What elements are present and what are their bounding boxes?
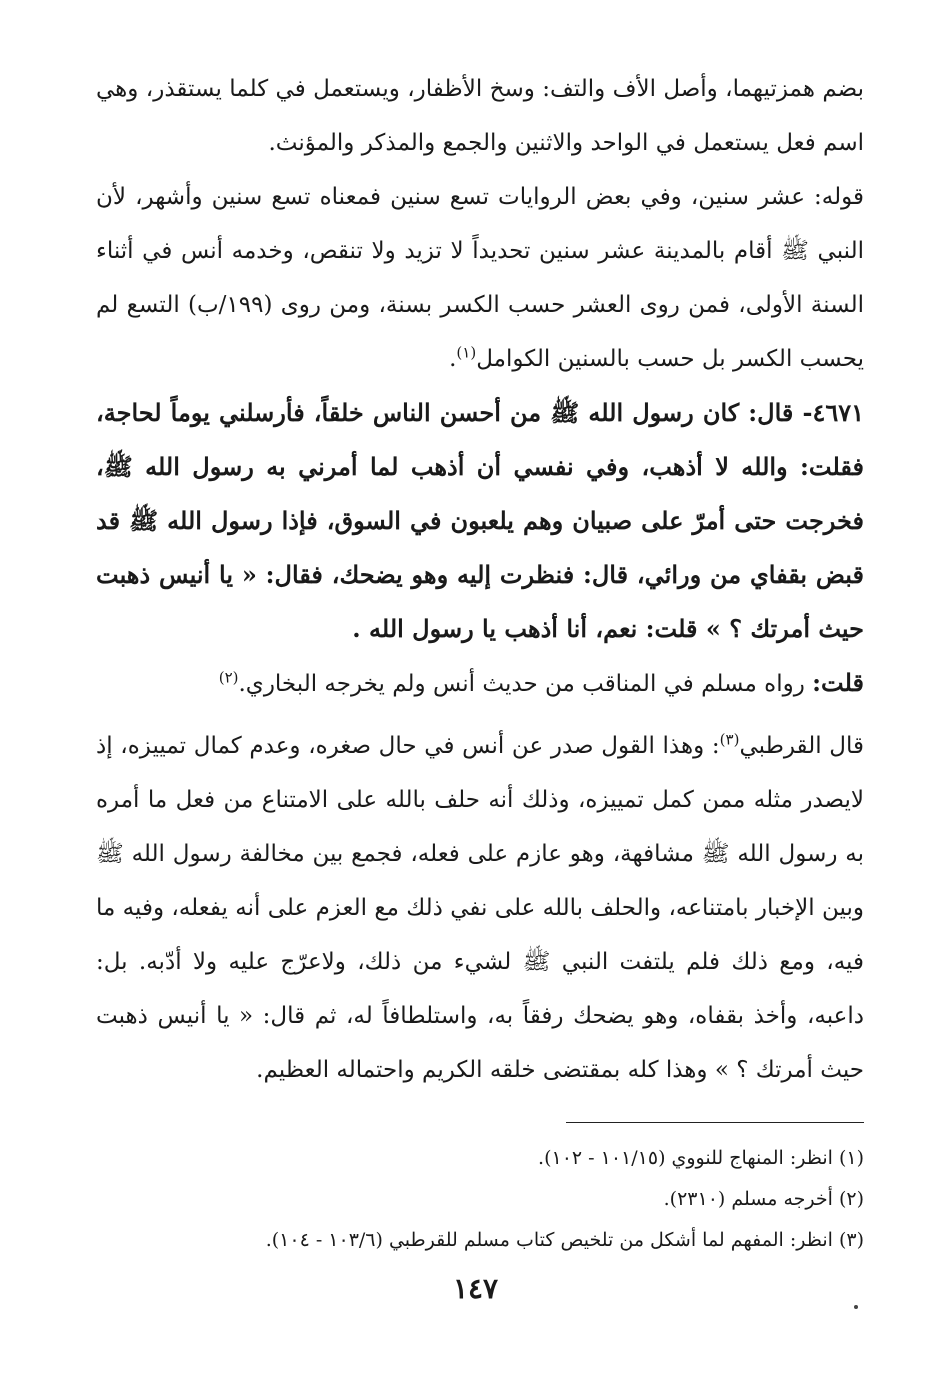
footnote-divider	[566, 1122, 864, 1123]
hadith-4671: ٤٦٧١- قال: كان رسول الله ﷺ من أحسن الناس خلقاً، فأرسلني يوماً لحاجة، فقلت: والله لا أذهب، وفي نفسي أن أذهب لما أمرني به رسول الله ﷺ، فخرجت حتى أمرّ على صبيان وهم يلعبون في السوق، فإذا رسول الله ﷺ قد قبض بقفاي من ورائي، قال: فنظرت إليه وهو يضحك، فقال: « يا أنيس ذهبت حيث أمرتك ؟ » قلت: نعم، أنا أذهب يا رسول الله .	[96, 398, 865, 643]
qurtubi-text: : وهذا القول صدر عن أنس في حال صغره، وعدم كمال تمييزه، إذ لايصدر مثله ممن كمل تمييزه، وذلك أنه حلف بالله على الامتناع من فعل ما أمره به رسول الله ﷺ مشافهة، وهو عازم على فعله، فجمع بين مخالفة رسول الله ﷺ وبين الإخبار بامتناعه، والحلف بالله على نفي ذلك مع العزم على أنه يفعله، وفيه ما فيه، ومع ذلك فلم يلتفت النبي ﷺ لشيء من ذلك، ولاعرّج عليه ولا أدّبه. بل: داعبه، وأخذ بقفاه، وهو يضحك رفقاً به، واستلطافاً له، ثم قال: « يا أنيس ذهبت حيث أمرتك ؟ » وهذا كله بمقتضى خلقه الكريم واحتماله العظيم.	[96, 733, 864, 1083]
qurtubi-start: قال القرطبي	[739, 733, 864, 759]
footnote-ref-1[interactable]: (١)	[456, 343, 477, 362]
footnotes	[96, 1138, 864, 1261]
paragraph-ten-years-text: قوله: عشر سنين، وفي بعض الروايات تسع سنين فمعناه تسع سنين وأشهر، لأن النبي ﷺ أقام بالمدينة عشر سنين تحديداً لا تزيد ولا تنقص، وخدمه أنس في أثناء السنة الأولى، فمن روى العشر حسب الكسر بسنة، ومن روى (١٩٩/ب) التسع لم يحسب الكسر بل حسب بالسنين الكوامل	[96, 184, 864, 372]
qultu-label: قلت:	[812, 668, 864, 697]
paragraph-qurtubi	[96, 719, 864, 1097]
paragraph-ten-years	[96, 170, 864, 386]
footnote-1: (١) انظر: المنهاج للنووي (١٠١/١٥ - ١٠٢).	[538, 1147, 864, 1169]
scan-speck	[854, 1305, 858, 1309]
qultu-text: رواه مسلم في المناقب من حديث أنس ولم يخرجه البخاري.	[238, 671, 813, 697]
paragraph-qultu	[96, 656, 864, 711]
footnote-2: (٢) أخرجه مسلم (٢٣١٠).	[663, 1188, 864, 1210]
footnote-ref-3[interactable]: (٣)	[719, 730, 740, 749]
page-body	[96, 62, 864, 1097]
footnote-3: (٣) انظر: المفهم لما أشكل من تلخيص كتاب مسلم للقرطبي (١٠٣/٦ - ١٠٤).	[265, 1229, 864, 1251]
page-number: ١٤٧	[452, 1272, 499, 1305]
paragraph-ten-years-end: .	[449, 346, 457, 372]
paragraph-commentary-uff: بضم همزتيهما، وأصل الأف والتف: وسخ الأظفار، ويستعمل في كلما يستقذر، وهي اسم فعل يستعمل في الواحد والاثنين والجمع والمذكر والمؤنث.	[96, 76, 864, 156]
footnote-ref-2[interactable]: (٢)	[218, 668, 239, 687]
